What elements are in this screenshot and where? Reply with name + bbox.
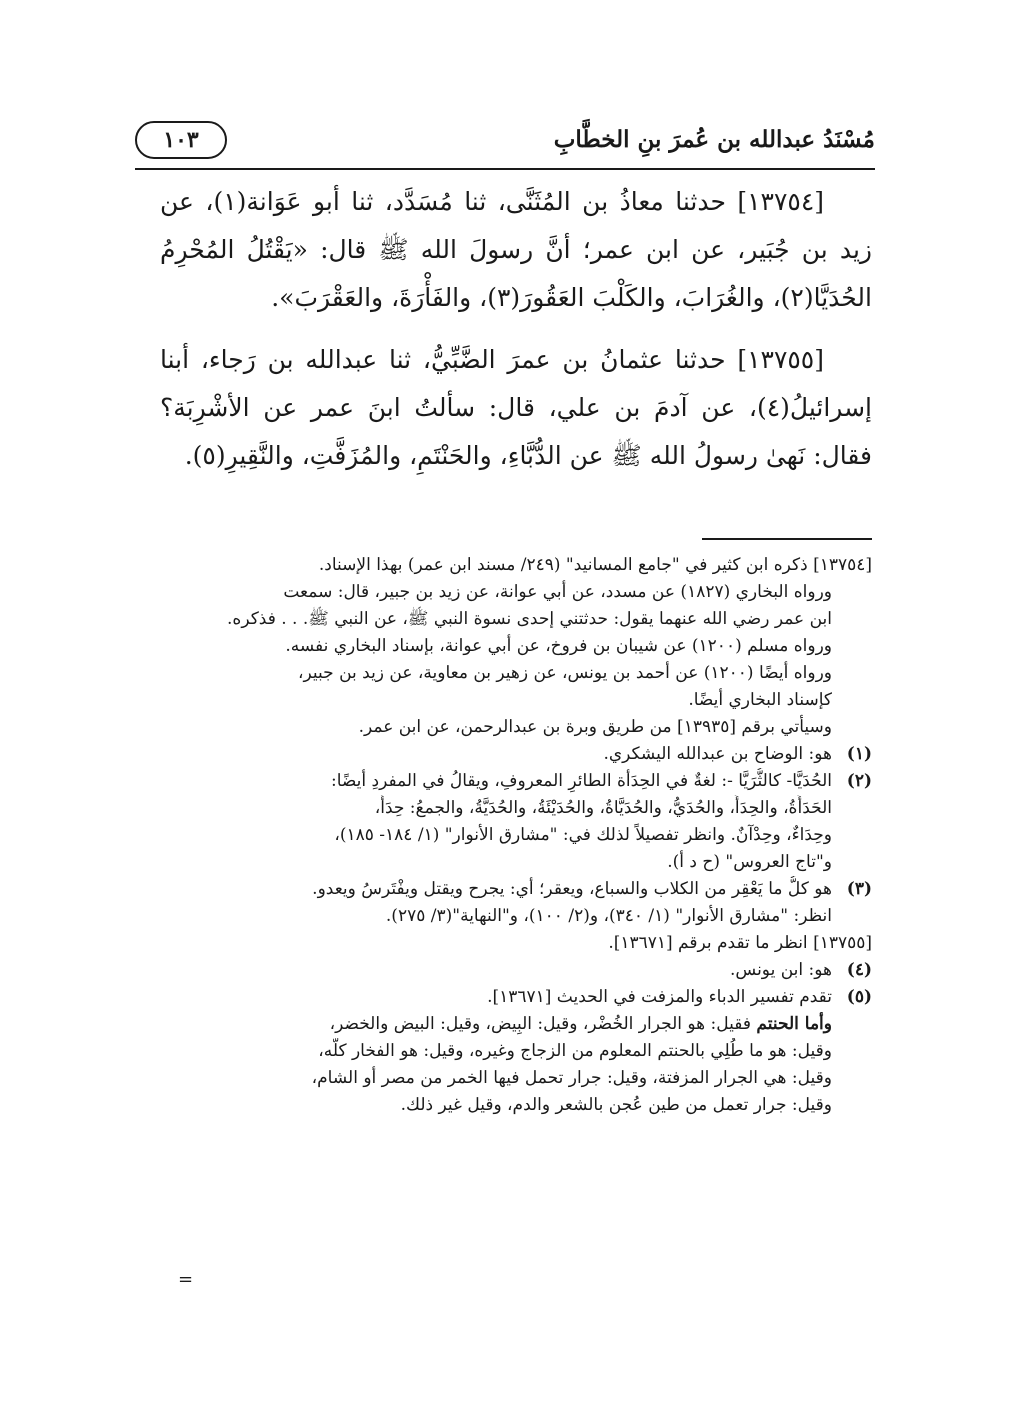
footnote-number: (٥) — [846, 987, 872, 1007]
note-line: و"تاج العروس" (ح د أ). — [667, 852, 832, 872]
note-line: ورواه أيضًا (١٢٠٠) عن أحمد بن يونس، عن زهير بن معاوية، عن زيد بن جبير، — [298, 663, 832, 683]
page-number-badge: ١٠٣ — [135, 121, 227, 159]
footnote-1 — [160, 741, 872, 768]
note-line: وسيأتي برقم [١٣٩٣٥] من طريق وبرة بن عبدالرحمن، عن ابن عمر. — [358, 717, 832, 737]
bold-term: وأما الحنتم — [756, 1014, 832, 1034]
note-line: الحَدَأَةُ، والحِدَأُ، والحُدَيُّ، والحُدَيَّاةُ، والحُدَيْئَةُ، والحُدَيَّةُ، والجمعُ: حِدَأٌ، — [374, 798, 832, 818]
note-line: [١٣٧٥٤] ذكره ابن كثير في "جامع المسانيد" (٢٤٩/ مسند ابن عمر) بهذا الإسناد. — [318, 555, 872, 575]
note-line: ابن عمر رضي الله عنهما يقول: حدثتني إحدى نسوة النبي ﷺ، عن النبي ﷺ. . . فذكره. — [227, 609, 832, 629]
note-line: هو: ابن يونس. — [730, 960, 832, 980]
note-line: هو: الوضاح بن عبدالله اليشكري. — [603, 744, 832, 764]
note-line: وقيل: هي الجرار المزفتة، وقيل: جرار تحمل فيها الخمر من مصر أو الشام، — [311, 1068, 832, 1088]
footnote-5 — [160, 984, 872, 1119]
note-line: الحُدَيَّا- كالثُّرَيَّا -: لغةٌ في الحِدَأة الطائرِ المعروفِ، ويقالُ في المفردِ أيضًا: — [331, 771, 832, 791]
note-13755: [١٣٧٥٥] انظر ما تقدم برقم [١٣٦٧١]. — [608, 933, 872, 953]
footnote-3 — [160, 876, 872, 930]
note-line: وحِدَاءٌ، وحِدْآنٌ. وانظر تفصيلاً لذلك في: "مشارق الأنوار" (١/ ١٨٤- ١٨٥)، — [334, 825, 832, 845]
hadith-13755: [١٣٧٥٥] حدثنا عثمانُ بن عمرَ الضَّبِّيُّ، ثنا عبدالله بن رَجاء، أبنا إسرائيلُ(٤)، عن آدمَ بن علي، قال: سألتُ ابنَ عمر عن الأشْرِبَة؟ فقال: نَهىٰ رسولُ الله ﷺ عن الدُّبَّاءِ، والحَنْتَمِ، والمُزَفَّتِ، والنَّقِيرِ(٥). — [160, 345, 872, 470]
note-text: فقيل: هو الجرار الخُضْر، وقيل: البِيض، وقيل: البيض والخضر، — [329, 1014, 757, 1034]
footnote-separator — [702, 538, 872, 540]
footnote-number: (١) — [846, 744, 872, 764]
hadith-13754: [١٣٧٥٤] حدثنا معاذُ بن المُثَنَّى، ثنا مُسَدَّد، ثنا أبو عَوَانة(١)، عن زيد بن جُبَير، عن ابن عمر؛ أنَّ رسولَ الله ﷺ قال: «يَقْتُلُ المُحْرِمُ الحُدَيَّا(٢)، والغُرَابَ، والكَلْبَ العَقُورَ(٣)، والفَأْرَةَ، والعَقْرَبَ». — [160, 187, 872, 312]
continuation-mark: = — [178, 1269, 194, 1290]
note-line: وقيل: هو ما طُلِي بالحنتم المعلوم من الزجاج وغيره، وقيل: هو الفخار كلُّه، — [318, 1041, 832, 1061]
note-line: ورواه البخاري (١٨٢٧) عن مسدد، عن أبي عوانة، عن زيد بن جبير، قال: سمعت — [283, 582, 832, 602]
note-line — [160, 1011, 832, 1038]
footnotes — [160, 552, 872, 1119]
footnote-4 — [160, 957, 872, 984]
note-line: انظر: "مشارق الأنوار" (١/ ٣٤٠)، و(٢/ ١٠٠)، و"النهاية"(٣/ ٢٧٥). — [385, 906, 832, 926]
note-line: تقدم تفسير الدباء والمزفت في الحديث [١٣٦٧١]. — [487, 987, 832, 1007]
footnote-number: (٤) — [846, 960, 872, 980]
note-line: هو كلُّ ما يَعْقِر من الكلاب والسباع، ويعقر؛ أي: يجرح ويقتل ويفْتَرسُ ويعدو. — [312, 879, 832, 899]
header-rule — [135, 168, 875, 170]
footnote-2 — [160, 768, 872, 876]
footnote-number: (٣) — [846, 879, 872, 899]
note-line: كإسناد البخاري أيضًا. — [688, 690, 832, 710]
running-title: مُسْنَدُ عبدالله بن عُمرَ بنِ الخطَّابِ — [553, 126, 875, 153]
note-line: ورواه مسلم (١٢٠٠) عن شيبان بن فروخ، عن أبي عوانة، بإسناد البخاري نفسه. — [285, 636, 832, 656]
footnote-number: (٢) — [846, 771, 872, 791]
main-text — [160, 178, 872, 480]
note-line: وقيل: جرار تعمل من طين عُجن بالشعر والدم، وقيل غير ذلك. — [400, 1095, 832, 1115]
